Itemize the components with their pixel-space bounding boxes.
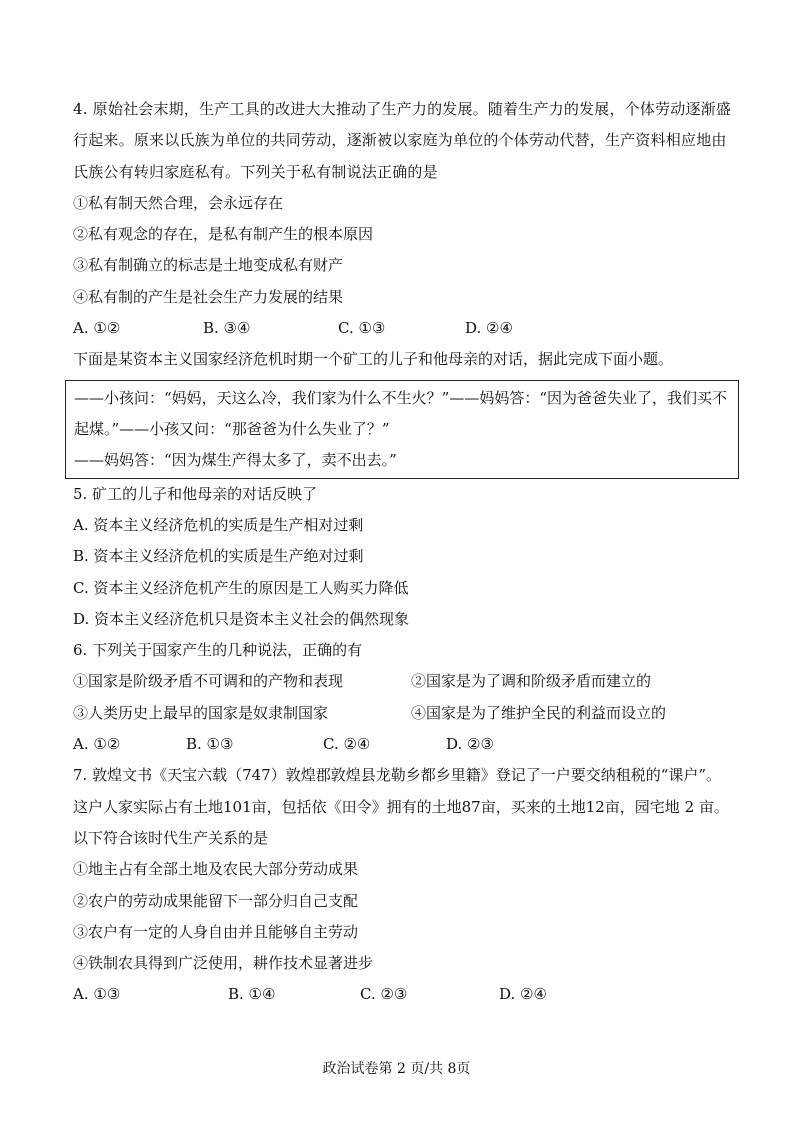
q7-item-4: ④铁制农具得到广泛使用，耕作技术显著进步 — [73, 954, 374, 973]
q7-option-d[interactable]: D. ②④ — [499, 985, 547, 1004]
q4-item-2: ②私有观念的存在，是私有制产生的根本原因 — [73, 225, 374, 244]
q4-options — [73, 313, 733, 344]
q6-options — [73, 729, 733, 760]
q5-option-b[interactable]: B. 资本主义经济危机的实质是生产绝对过剩 — [73, 547, 364, 566]
q4-option-b[interactable]: B. ③④ — [203, 319, 251, 338]
q6-item-1: ①国家是阶级矛盾不可调和的产物和表现 — [73, 672, 344, 691]
q4-item-3: ③私有制确立的标志是土地变成私有财产 — [73, 256, 344, 275]
dialog-part-1: ——小孩问：“妈妈，天这么冷，我们家为什么不生火？”——妈妈答：“因为爸爸失业了，我们买不起煤。”——小孩又问：“那爸爸为什么失业了？” — [74, 388, 728, 438]
q6-option-d[interactable]: D. ②③ — [446, 735, 494, 754]
q7-option-a[interactable]: A. ①③ — [73, 985, 121, 1004]
page-footer: 政治试卷第 2 页/共 8页 — [322, 1061, 471, 1077]
q4-item-4: ④私有制的产生是社会生产力发展的结果 — [73, 287, 344, 306]
q5-option-d[interactable]: D. 资本主义经济危机只是资本主义社会的偶然现象 — [73, 609, 410, 628]
q5-option-c[interactable]: C. 资本主义经济危机产生的原因是工人购买力降低 — [73, 578, 409, 597]
q7-stem: 7. 敦煌文书《天宝六载（747）敦煌郡敦煌县龙勒乡都乡里籍》登记了一户要交纳租税的“课户”。这户人家实际占有土地101亩，包括依《田令》拥有的土地87亩，买来的土地12亩，园宅地 2 亩。以下符合该时代生产关系的是 — [73, 766, 729, 847]
q7-options — [73, 979, 733, 1010]
q6-option-b[interactable]: B. ①③ — [186, 735, 234, 754]
q6-item-4: ④国家是为了维护全民的利益而设立的 — [411, 703, 667, 722]
q6-items-row-1 — [73, 666, 733, 697]
q6-items-row-2 — [73, 698, 733, 729]
q4-option-a[interactable]: A. ①② — [73, 319, 121, 338]
q6-option-a[interactable]: A. ①② — [73, 735, 121, 754]
q5-stem: 5. 矿工的儿子和他母亲的对话反映了 — [73, 484, 318, 503]
q7-option-c[interactable]: C. ②③ — [360, 985, 408, 1004]
q4-option-d[interactable]: D. ②④ — [465, 319, 513, 338]
q6-item-2: ②国家是为了调和阶级矛盾而建立的 — [411, 672, 652, 691]
q6-stem: 6. 下列关于国家产生的几种说法，正确的有 — [73, 641, 363, 660]
q5-option-a[interactable]: A. 资本主义经济危机的实质是生产相对过剩 — [73, 515, 364, 534]
q4-item-1: ①私有制天然合理，会永远存在 — [73, 193, 284, 212]
q6-option-c[interactable]: C. ②④ — [323, 735, 371, 754]
q5-intro: 下面是某资本主义国家经济危机时期一个矿工的儿子和他母亲的对话，据此完成下面小题。 — [73, 350, 674, 369]
q7-item-2: ②农户的劳动成果能留下一部分归自己支配 — [73, 891, 359, 910]
q4-option-c[interactable]: C. ①③ — [338, 319, 386, 338]
dialog-box — [65, 380, 739, 479]
exam-page-content — [73, 94, 733, 1011]
q6-item-3: ③人类历史上最早的国家是奴隶制国家 — [73, 703, 329, 722]
q7-option-b[interactable]: B. ①④ — [228, 985, 276, 1004]
dialog-part-2: ——妈妈答：“因为煤生产得太多了，卖不出去。” — [74, 450, 397, 469]
q7-item-1: ①地主占有全部土地及农民大部分劳动成果 — [73, 860, 359, 879]
q7-item-3: ③农户有一定的人身自由并且能够自主劳动 — [73, 922, 359, 941]
q4-stem: 4. 原始社会末期，生产工具的改进大大推动了生产力的发展。随着生产力的发展，个体劳动逐渐盛行起来。原来以氏族为单位的共同劳动，逐渐被以家庭为单位的个体劳动代替，生产资料相应地由氏族公有转归家庭私有。下列关于私有制说法正确的是 — [73, 100, 732, 181]
